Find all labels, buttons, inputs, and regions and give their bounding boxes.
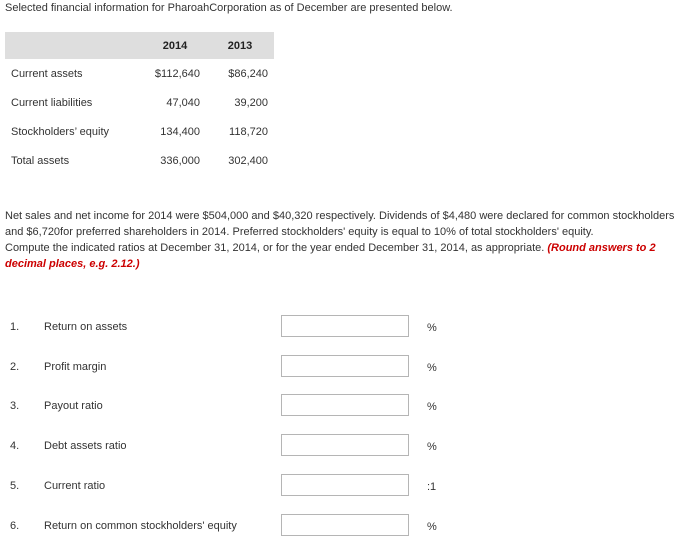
question-number: 3. bbox=[10, 400, 20, 412]
table-header-row bbox=[5, 32, 274, 59]
question-label: Debt assets ratio bbox=[44, 440, 127, 452]
row-label: Current assets bbox=[11, 67, 83, 80]
return-on-assets-input[interactable] bbox=[281, 315, 409, 337]
question-row bbox=[0, 513, 697, 539]
rounding-note: (Round answers to 2 decimal places, e.g. 2.12.) bbox=[5, 242, 656, 270]
intro-text: Selected financial information for PharoahCorporation as of December are presented below. bbox=[5, 2, 453, 14]
table-row bbox=[5, 117, 274, 146]
table-row bbox=[5, 59, 274, 88]
row-label: Current liabilities bbox=[11, 96, 93, 109]
question-number: 6. bbox=[10, 520, 20, 532]
value-2014: $112,640 bbox=[154, 67, 200, 80]
problem-text: Net sales and net income for 2014 were $504,000 and $40,320 respectively. Dividends of $4,480 were declared for common stockholders and $6,720for preferred shareholders in 2014. Preferred stockholders' equity is equal to 10% of total stockholders' equity. bbox=[5, 210, 675, 238]
question-number: 5. bbox=[10, 480, 20, 492]
unit-label: :1 bbox=[427, 481, 437, 493]
value-2014: 47,040 bbox=[166, 96, 200, 109]
problem-description bbox=[5, 208, 691, 272]
financial-info-table bbox=[5, 32, 274, 175]
debt-assets-ratio-input[interactable] bbox=[281, 434, 409, 456]
profit-margin-input[interactable] bbox=[281, 355, 409, 377]
question-number: 4. bbox=[10, 440, 20, 452]
unit-label: % bbox=[427, 521, 437, 533]
instruction-body: Compute the indicated ratios at December 31, 2014, or for the year ended December 31, 2014, as appropriate. bbox=[5, 242, 545, 254]
question-number: 1. bbox=[10, 321, 20, 333]
row-label: Stockholders’ equity bbox=[11, 125, 110, 138]
value-2013: 39,200 bbox=[234, 96, 268, 109]
question-label: Profit margin bbox=[44, 361, 107, 373]
unit-label: % bbox=[427, 362, 437, 374]
question-number: 2. bbox=[10, 361, 20, 373]
question-row bbox=[0, 354, 697, 380]
value-2013: $86,240 bbox=[228, 67, 268, 80]
value-2014: 134,400 bbox=[160, 125, 200, 138]
row-label: Total assets bbox=[11, 154, 70, 167]
table-header-2014: 2014 bbox=[144, 32, 206, 59]
unit-label: % bbox=[427, 441, 437, 453]
question-row bbox=[0, 473, 697, 499]
table-header-2013: 2013 bbox=[206, 32, 274, 59]
unit-label: % bbox=[427, 401, 437, 413]
payout-ratio-input[interactable] bbox=[281, 394, 409, 416]
return-on-common-equity-input[interactable] bbox=[281, 514, 409, 536]
question-label: Payout ratio bbox=[44, 400, 103, 412]
value-2013: 302,400 bbox=[228, 154, 268, 167]
instruction-text bbox=[5, 240, 691, 272]
question-row bbox=[0, 393, 697, 419]
question-label: Return on assets bbox=[44, 321, 128, 333]
question-row bbox=[0, 433, 697, 459]
unit-label: % bbox=[427, 322, 437, 334]
value-2014: 336,000 bbox=[160, 154, 200, 167]
table-header-blank bbox=[5, 32, 144, 59]
current-ratio-input[interactable] bbox=[281, 474, 409, 496]
question-row bbox=[0, 314, 697, 340]
question-label: Return on common stockholders' equity bbox=[44, 520, 237, 532]
table-row bbox=[5, 146, 274, 175]
question-label: Current ratio bbox=[44, 480, 106, 492]
value-2013: 118,720 bbox=[229, 125, 268, 138]
table-row bbox=[5, 88, 274, 117]
